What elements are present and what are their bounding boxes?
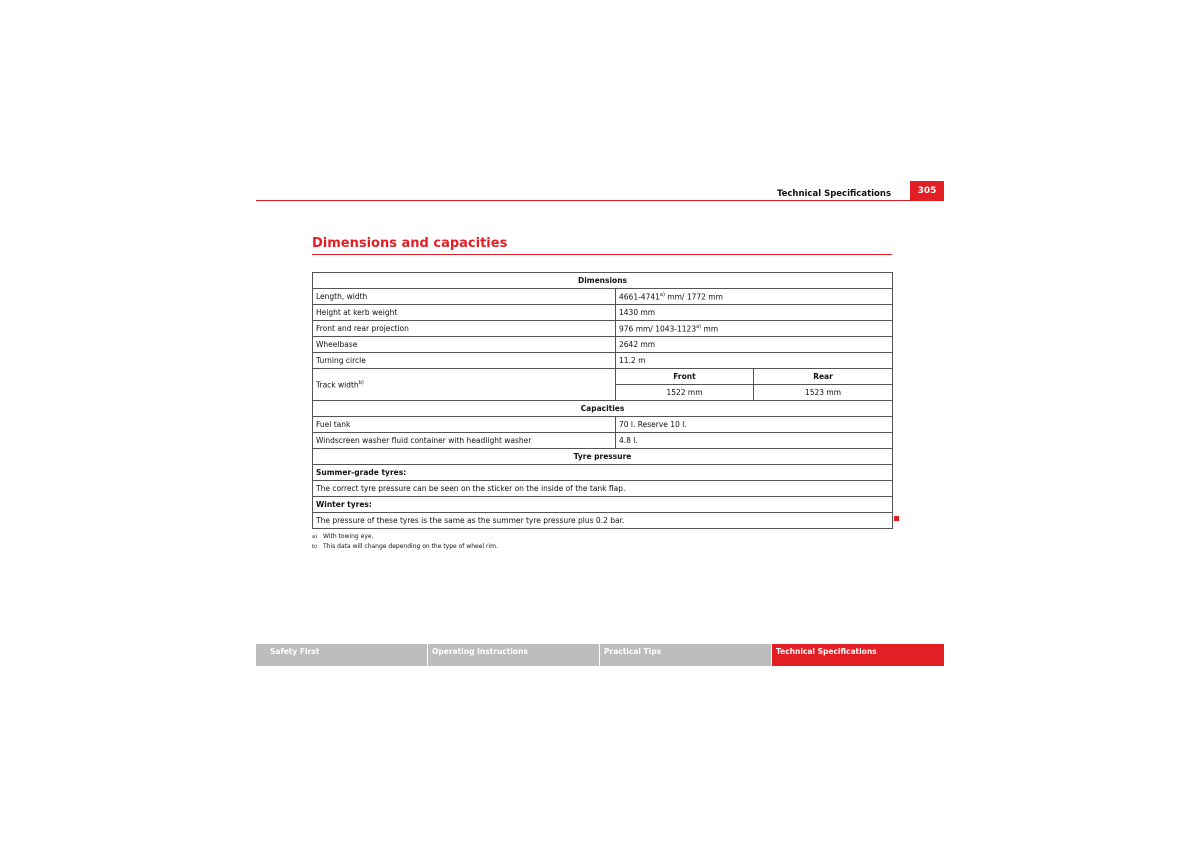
table-row xyxy=(313,289,893,305)
tab-technical-specifications[interactable]: Technical Specifications xyxy=(772,644,944,666)
row-label: Fuel tank xyxy=(313,417,616,433)
row-value: 1430 mm xyxy=(616,305,893,321)
tab-safety-first[interactable]: Safety First xyxy=(256,644,427,666)
table-row xyxy=(313,417,893,433)
row-label: Windscreen washer fluid container with headlight washer xyxy=(313,433,616,449)
row-label: Wheelbase xyxy=(313,337,616,353)
summer-tyres-text: The correct tyre pressure can be seen on the sticker on the inside of the tank flap. xyxy=(313,481,893,497)
footnote: b) This data will change depending on the type of wheel rim. xyxy=(312,543,498,550)
table-row xyxy=(313,369,893,385)
section-end-icon xyxy=(894,516,899,521)
winter-tyres-text: The pressure of these tyres is the same as the summer tyre pressure plus 0.2 bar. xyxy=(313,513,893,529)
row-label: Height at kerb weight xyxy=(313,305,616,321)
row-value: 976 mm/ 1043-1123$^{a)}$ mm xyxy=(616,321,893,337)
page-title: Dimensions and capacities xyxy=(312,236,508,251)
table-row xyxy=(313,321,893,337)
track-rear-value: 1523 mm xyxy=(754,385,893,401)
footnotes xyxy=(312,532,498,552)
track-front-heading: Front xyxy=(616,369,754,385)
winter-tyres-label: Winter tyres: xyxy=(313,497,893,513)
footnote: a) With towing eye. xyxy=(312,533,374,540)
row-value: 2642 mm xyxy=(616,337,893,353)
row-label: Front and rear projection xyxy=(313,321,616,337)
summer-tyres-label: Summer-grade tyres: xyxy=(313,465,893,481)
header-rule xyxy=(256,200,944,201)
tyre-pressure-heading: Tyre pressure xyxy=(313,449,893,465)
track-front-value: 1522 mm xyxy=(616,385,754,401)
table-row xyxy=(313,353,893,369)
page-number: 305 xyxy=(910,181,944,201)
row-label: Length, width xyxy=(313,289,616,305)
table-row xyxy=(313,433,893,449)
row-value: 11.2 m xyxy=(616,353,893,369)
tab-practical-tips[interactable]: Practical Tips xyxy=(600,644,771,666)
row-value: 4.8 l. xyxy=(616,433,893,449)
table-row xyxy=(313,337,893,353)
row-label: Turning circle xyxy=(313,353,616,369)
row-value: 70 l. Reserve 10 l. xyxy=(616,417,893,433)
track-width-label: Track width$^{b)}$ xyxy=(313,369,616,401)
track-rear-heading: Rear xyxy=(754,369,893,385)
specs-table xyxy=(312,272,893,529)
row-value: 4661-4741$^{a)}$ mm/ 1772 mm xyxy=(616,289,893,305)
running-header: Technical Specifications xyxy=(776,189,891,199)
table-row xyxy=(313,305,893,321)
tab-operating-instructions[interactable]: Operating Instructions xyxy=(428,644,599,666)
title-rule xyxy=(312,254,892,255)
capacities-heading: Capacities xyxy=(313,401,893,417)
dimensions-heading: Dimensions xyxy=(313,273,893,289)
